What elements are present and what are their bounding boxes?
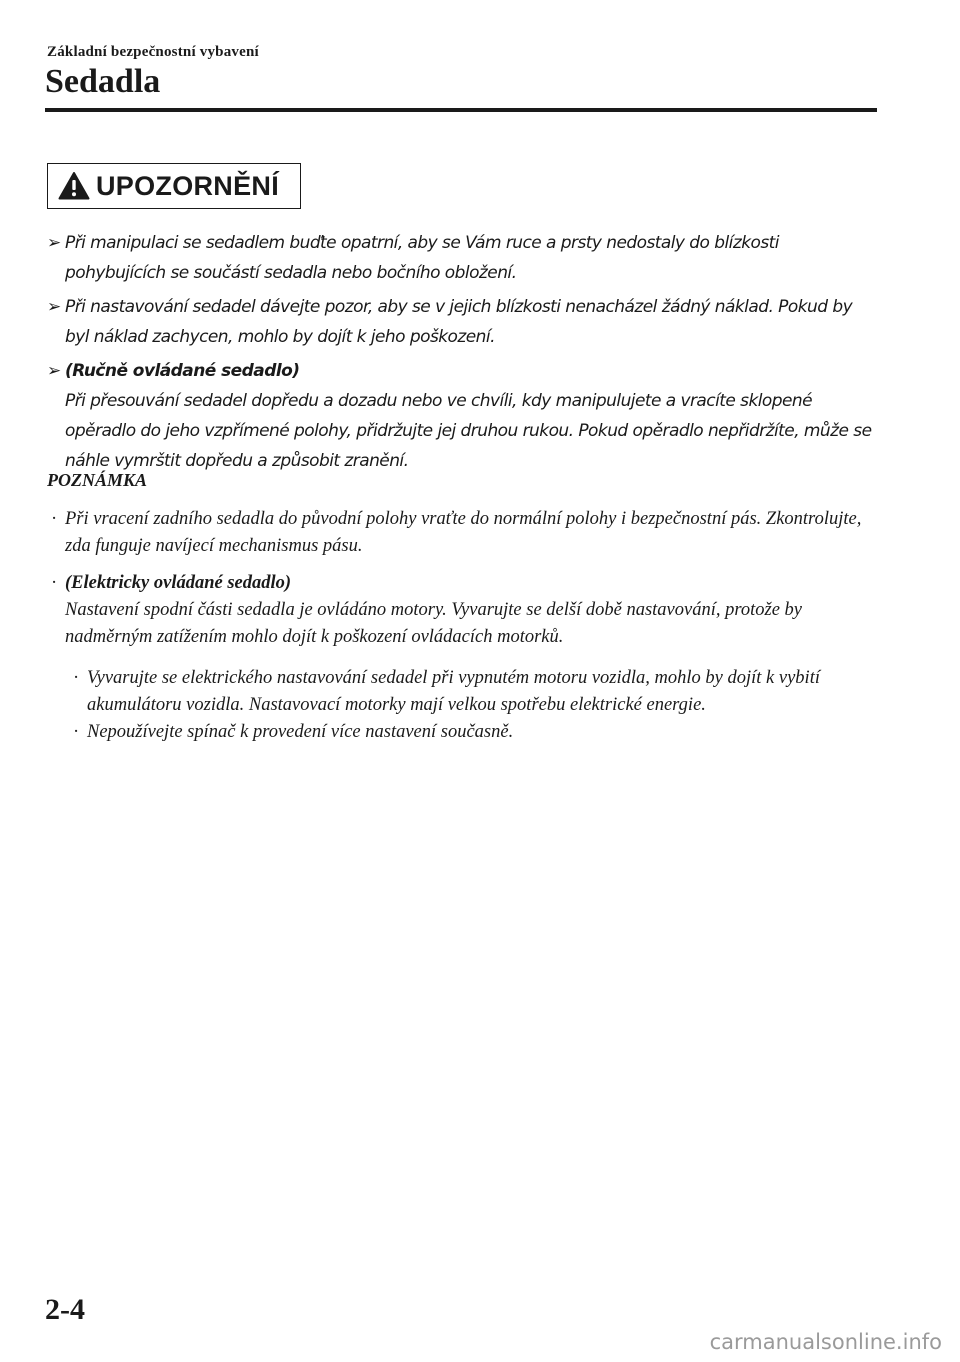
page-number: 2-4 (45, 1293, 85, 1326)
dot-bullet-icon: · (73, 722, 80, 742)
warning-triangle-icon (58, 171, 90, 201)
dot-bullet-icon: · (73, 668, 80, 688)
warning-title: UPOZORNĚNÍ (96, 170, 280, 201)
dot-bullet-icon: · (51, 509, 58, 529)
caution-item (47, 292, 877, 352)
caution-item (47, 356, 877, 476)
caution-list (47, 228, 877, 480)
note-subheading: (Elektricky ovládané sedadlo) (65, 573, 292, 593)
note-list (47, 506, 882, 746)
subnote-text: Vyvarujte se elektrického nastavování sedadel při vypnutém motoru vozidla, mohlo by dojít k vybití akumulátoru vozidla. Nastavovací motorky mají velkou spotřebu elektrické energie. (87, 668, 820, 715)
title-rule (45, 108, 877, 112)
caution-text: Při nastavování sedadel dávejte pozor, aby se v jejich blízkosti nenacházel žádný náklad. Pokud by byl náklad zachycen, mohlo by dojít k jeho poškození. (65, 297, 853, 347)
note-text: Nastavení spodní části sedadla je ovládáno motory. Vyvarujte se delší době nastavování, protože by nadměrným zatížením mohlo dojít k poškození ovládacích motorků. (65, 600, 802, 647)
arrow-bullet-icon: ➢ (47, 297, 61, 317)
note-heading: POZNÁMKA (47, 470, 148, 490)
subnote-list (47, 665, 882, 746)
subnote-text: Nepoužívejte spínač k provedení více nastavení současně. (87, 722, 514, 742)
note-text: Při vracení zadního sedadla do původní polohy vraťte do normální polohy i bezpečnostní pás. Zkontrolujte, zda funguje navíjecí mechanismus pásu. (65, 509, 862, 556)
page-title: Sedadla (45, 63, 161, 100)
caution-text: Při manipulaci se sedadlem buďte opatrní, aby se Vám ruce a prsty nedostaly do blízkosti pohybujících se součástí sedadla nebo bočního obložení. (65, 233, 779, 283)
warning-box (47, 163, 301, 209)
note-item (47, 570, 882, 651)
subnote-item (47, 665, 882, 719)
arrow-bullet-icon: ➢ (47, 233, 61, 253)
caution-item (47, 228, 877, 288)
dot-bullet-icon: · (51, 573, 58, 593)
section-label: Základní bezpečnostní vybavení (47, 44, 259, 60)
caution-text: Při přesouvání sedadel dopředu a dozadu nebo ve chvíli, kdy manipulujete a vracíte sklopené opěradlo do jeho vzpřímené polohy, přidržujte jej druhou rukou. Pokud opěradlo nepřidržíte, může se náhle vymrštit dopředu a způsobit zranění. (65, 391, 872, 471)
arrow-bullet-icon: ➢ (47, 361, 61, 381)
watermark[interactable]: carmanualsonline.info (709, 1330, 942, 1354)
note-item (47, 506, 882, 560)
subnote-item (47, 719, 882, 746)
caution-heading: (Ručně ovládané sedadlo) (65, 361, 300, 381)
